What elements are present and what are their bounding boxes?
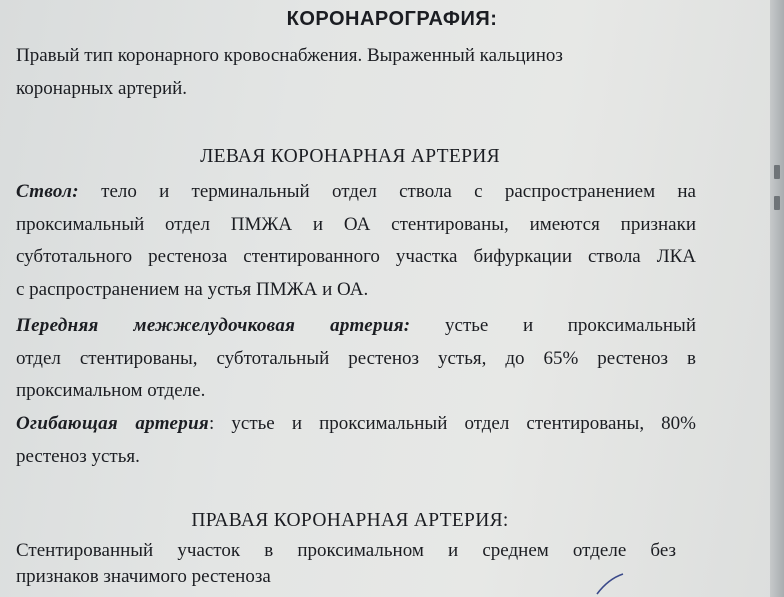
lad-line-1 <box>16 310 696 343</box>
binder-slot <box>774 165 780 179</box>
intro-line-2: коронарных артерий. <box>16 77 188 99</box>
right-artery-line-2: признаков значимого рестеноза <box>16 566 271 587</box>
binder-slot <box>774 196 780 210</box>
pen-mark-icon <box>595 572 627 596</box>
circumflex-line-2: рестеноз устья. <box>16 445 140 467</box>
lad-line-1-text: устье и проксимальный <box>410 315 696 336</box>
lad-paragraph <box>16 310 696 408</box>
circumflex-line-1 <box>16 408 696 441</box>
stem-line-4: с распространением на устья ПМЖА и ОА. <box>16 278 369 300</box>
intro-line-1: Правый тип коронарного кровоснабжения. Выраженный кальциноз <box>16 45 563 66</box>
stem-line-3: субтотального рестеноза стентированного участка бифуркации ствола ЛКА <box>16 246 696 267</box>
lad-line-3: проксимальном отделе. <box>16 380 206 401</box>
right-artery-heading: ПРАВАЯ КОРОНАРНАЯ АРТЕРИЯ: <box>191 510 509 531</box>
right-artery-line-1: Стентированный участок в проксимальном и среднем отделе без <box>16 540 676 561</box>
circumflex-label: Огибающая артерия <box>16 413 210 434</box>
binder-edge <box>770 0 784 597</box>
stem-paragraph <box>16 176 696 306</box>
circumflex-line-1-text: : устье и проксимальный отдел стентированы, 80% <box>209 413 696 434</box>
intro-paragraph <box>16 40 696 105</box>
lad-line-2: отдел стентированы, субтотальный рестеноз устья, до 65% рестеноз в <box>16 347 696 369</box>
stem-line-2: проксимальный отдел ПМЖА и ОА стентированы, имеются признаки <box>16 213 696 235</box>
left-artery-heading: ЛЕВАЯ КОРОНАРНАЯ АРТЕРИЯ <box>200 146 500 167</box>
stem-line-1 <box>16 176 696 209</box>
right-artery-paragraph <box>16 538 696 590</box>
stem-label: Ствол: <box>16 181 79 202</box>
document-title: КОРОНАРОГРАФИЯ: <box>286 8 498 30</box>
stem-line-1-text: тело и терминальный отдел ствола с распространением на <box>78 181 696 202</box>
circumflex-paragraph <box>16 408 696 473</box>
lad-label: Передняя межжелудочковая артерия: <box>16 315 411 336</box>
